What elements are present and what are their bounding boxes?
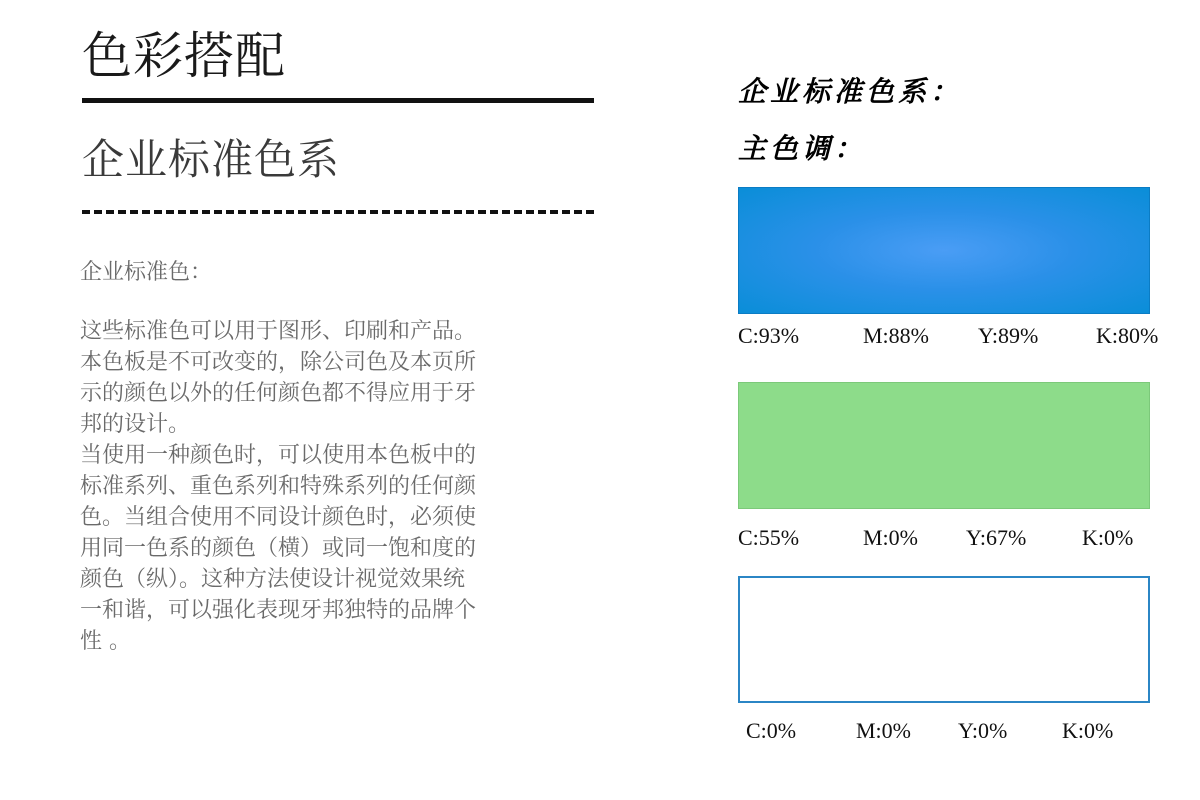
cmyk-m-value: M:0% (863, 525, 918, 550)
cmyk-k-value: K:80% (1096, 323, 1159, 348)
cmyk-k-value: K:0% (1062, 718, 1114, 743)
swatch-green-cmyk (738, 525, 1168, 555)
cmyk-m-value: M:88% (863, 323, 929, 348)
title-underline (82, 98, 594, 103)
swatch-blue (738, 187, 1150, 314)
cmyk-m-value: M:0% (856, 718, 911, 743)
main-tone-heading: 主色调： (738, 132, 867, 165)
cmyk-y-value: Y:67% (966, 525, 1027, 550)
cmyk-y-value: Y:0% (958, 718, 1008, 743)
cmyk-y-value: Y:89% (978, 323, 1039, 348)
cmyk-k-value: K:0% (1082, 525, 1134, 550)
page-title: 色彩搭配 (82, 27, 286, 85)
dashed-divider (82, 210, 594, 214)
swatch-white (738, 576, 1150, 703)
cmyk-c-value: C:93% (738, 323, 800, 348)
cmyk-c-value: C:55% (738, 525, 800, 550)
swatch-blue-cmyk (738, 323, 1168, 353)
color-system-heading: 企业标准色系： (738, 75, 963, 108)
standard-color-label: 企业标准色： (80, 260, 213, 285)
cmyk-c-value: C:0% (746, 718, 797, 743)
swatch-white-cmyk (738, 718, 1168, 748)
swatch-green (738, 382, 1150, 509)
section-subtitle: 企业标准色系 (82, 135, 341, 184)
description-paragraph: 这些标准色可以用于图形、印刷和产品。 本色板是不可改变的，除公司色及本页所 示的颜色以外的任何颜色都不得应用于牙 邦的设计。 当使用一种颜色时，可以使用本色板中的 标准系列、重色系列和特殊系列的任何颜 色。当组合使用不同设计颜色时，必须使 用同一色系的颜色（横）或同一饱和度的 颜色（纵）。这种方法使设计视觉效果统 一和谐，可以强化表现牙邦独特的品牌个 性 。 (80, 319, 477, 654)
